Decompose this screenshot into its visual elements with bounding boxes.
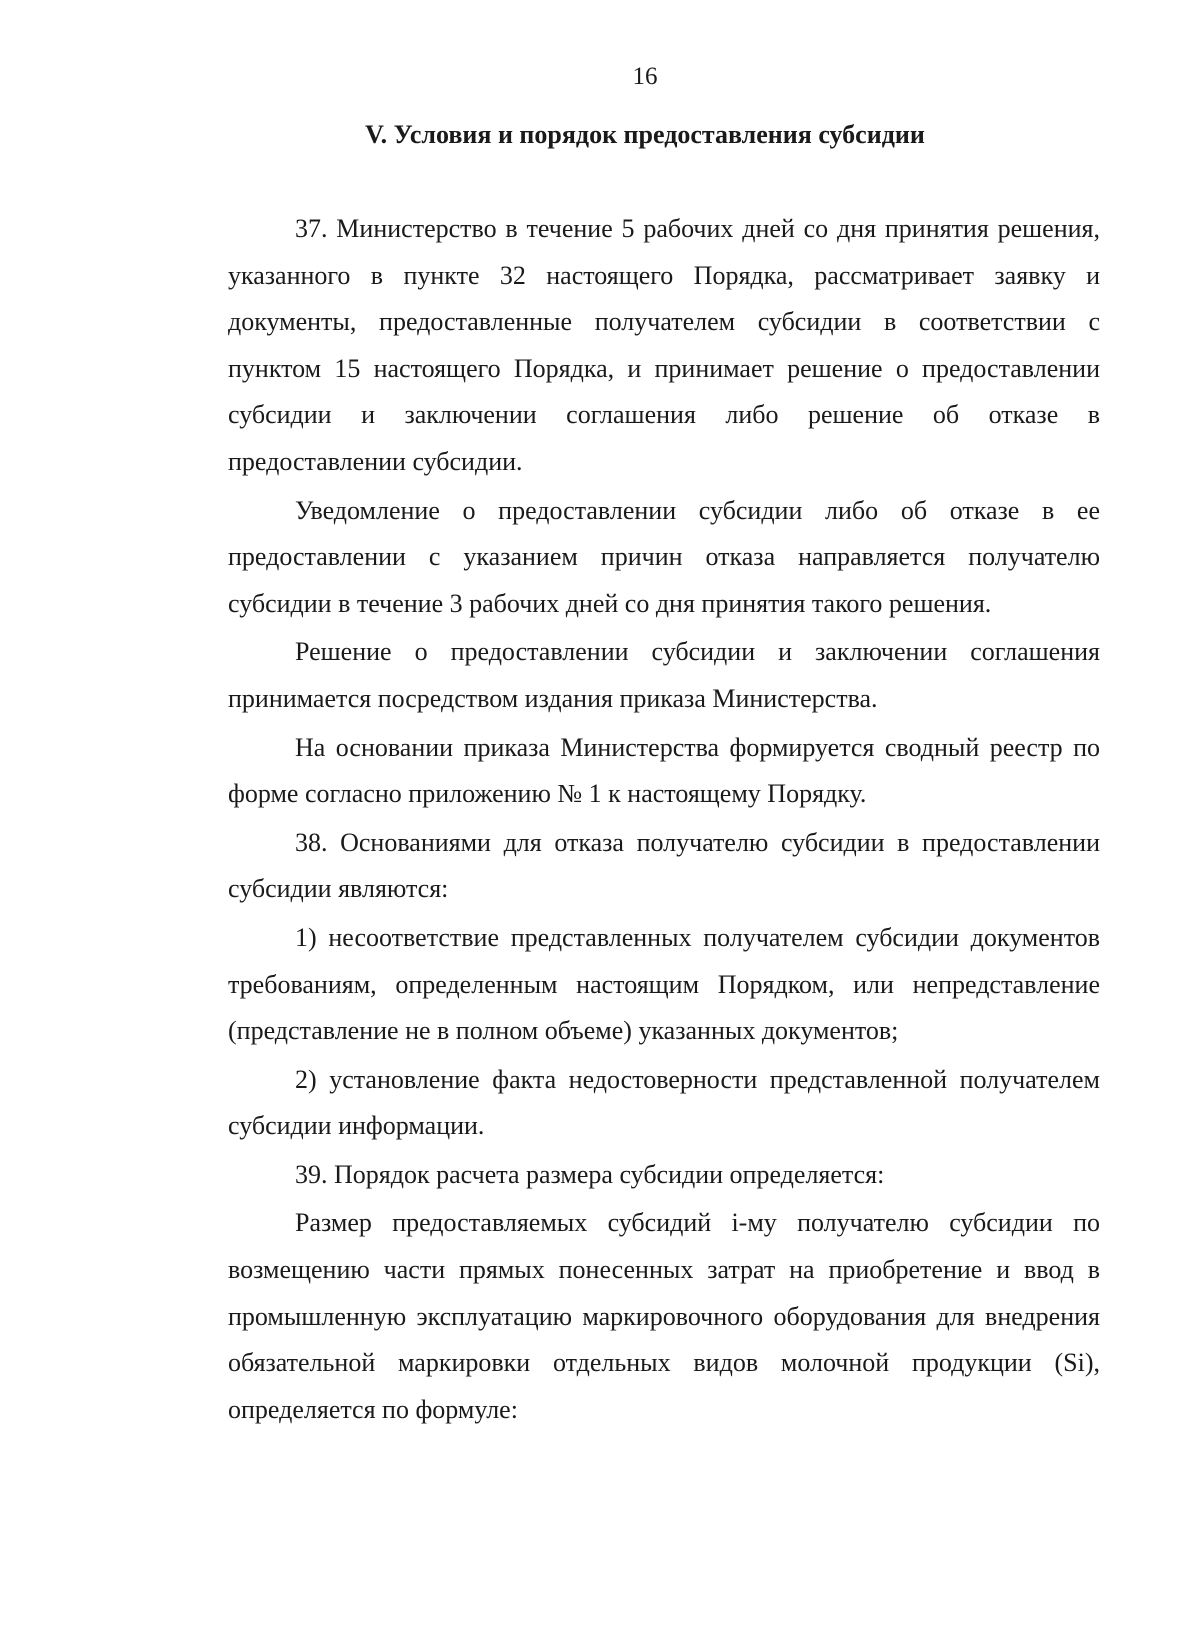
paragraph-subsidy-size: Размер предоставляемых субсидий i-му получателю субсидии по возмещению части прямых понесенных затрат на приобретение и ввод в промышленную эксплуатацию маркировочного оборудования для внедрения обязательной маркировки отдельных видов молочной продукции (Si), определяется по формуле: bbox=[228, 1208, 1100, 1424]
page-number: 16 bbox=[632, 63, 658, 90]
document-body bbox=[228, 206, 1100, 1433]
list-item-1: 1) несоответствие представленных получателем субсидии документов требованиям, определенным настоящим Порядком, или непредставление (представление не в полном объеме) указанных документов; bbox=[228, 922, 1100, 1046]
paragraph-registry: На основании приказа Министерства формируется сводный реестр по форме согласно приложению № 1 к настоящему Порядку. bbox=[228, 732, 1100, 809]
list-item-2: 2) установление факта недостоверности представленной получателем субсидии информации. bbox=[228, 1064, 1100, 1141]
paragraph-38: 38. Основаниями для отказа получателю субсидии в предоставлении субсидии являются: bbox=[228, 827, 1100, 904]
section-heading: V. Условия и порядок предоставления субсидии bbox=[365, 120, 925, 149]
paragraph-37: 37. Министерство в течение 5 рабочих дней со дня принятия решения, указанного в пункте 32 настоящего Порядка, рассматривает заявку и документы, предоставленные получателем субсидии в соответствии с пунктом 15 настоящего Порядка, и принимает решение о предоставлении субсидии и заключении соглашения либо решение об отказе в предоставлении субсидии. bbox=[228, 214, 1100, 476]
paragraph-notification: Уведомление о предоставлении субсидии либо об отказе в ее предоставлении с указанием причин отказа направляется получателю субсидии в течение 3 рабочих дней со дня принятия такого решения. bbox=[228, 495, 1100, 618]
paragraph-39: 39. Порядок расчета размера субсидии определяется: bbox=[295, 1159, 885, 1189]
paragraph-decision: Решение о предоставлении субсидии и заключении соглашения принимается посредством издания приказа Министерства. bbox=[228, 637, 1100, 713]
